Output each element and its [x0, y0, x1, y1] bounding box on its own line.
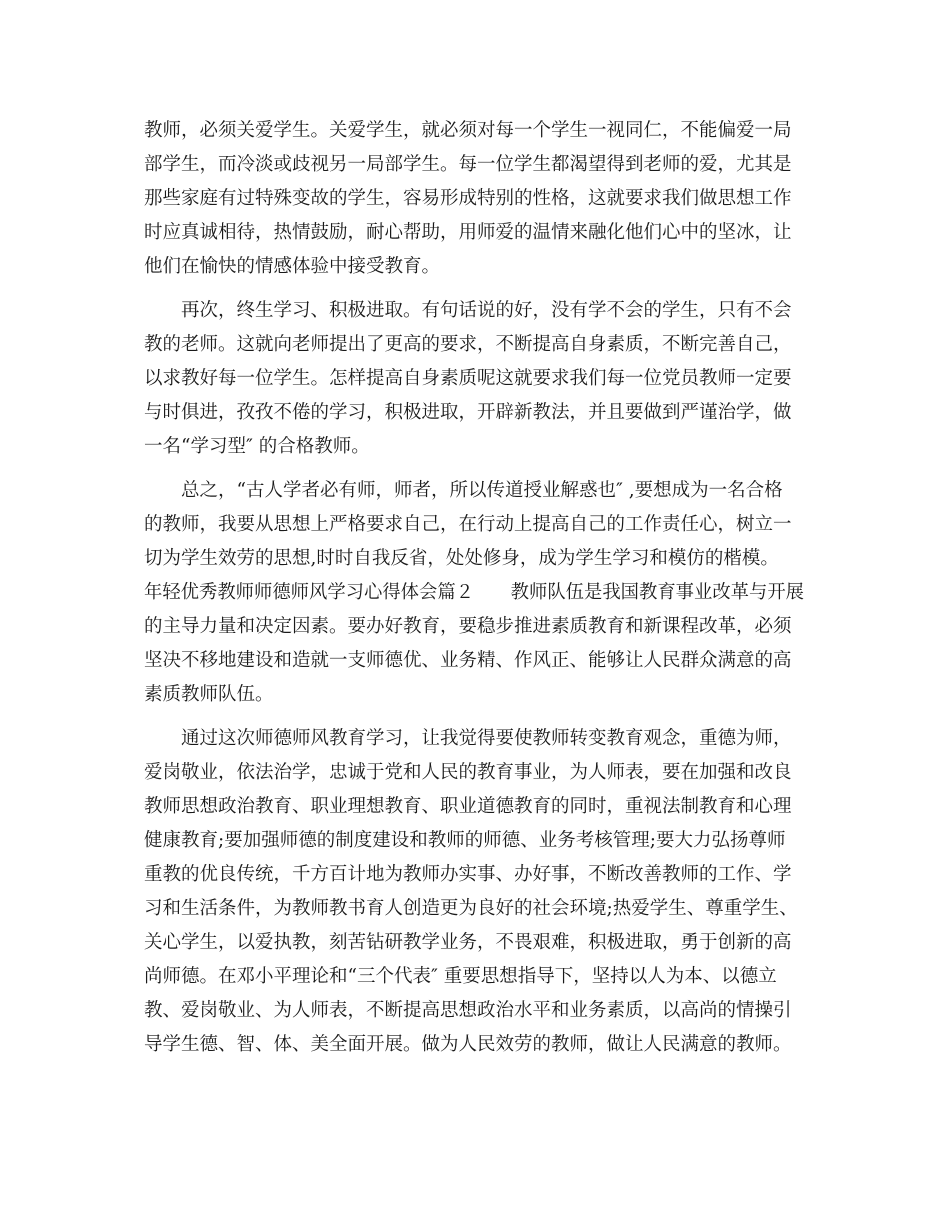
text-line: 与时俱进，孜孜不倦的学习，积极进取，开辟新教法，并且要做到严谨治学，做	[144, 402, 792, 423]
paragraph-start-line: 通过这次师德师风教育学习，让我觉得要使教师转变教育观念，重德为师，	[181, 728, 792, 749]
text-line: 爱岗敬业，依法治学，忠诚于党和人民的教育事业，为人师表，要在加强和改良	[144, 762, 792, 783]
text-line: 部学生，而冷淡或歧视另一局部学生。每一位学生都渴望得到老师的爱，尤其是	[144, 154, 792, 175]
text-line: 一名“学习型″ 的合格教师。	[144, 436, 370, 457]
section-title-line: 年轻优秀教师师德师风学习心得体会篇２ 教师队伍是我国教育事业改革与开展	[144, 582, 805, 603]
text-line: 关心学生，以爱执教，刻苦钻研教学业务，不畏艰难，积极进取，勇于创新的高	[144, 932, 792, 953]
text-line: 教、爱岗敬业、为人师表，不断提高思想政治水平和业务素质，以高尚的情操引	[144, 1000, 792, 1021]
text-line: 导学生德、智、体、美全面开展。做为人民效劳的教师，做让人民满意的教师。	[144, 1034, 792, 1055]
text-line: 切为学生效劳的思想,时时自我反省，处处修身，成为学生学习和模仿的楷模。	[144, 548, 779, 569]
text-line: 时应真诚相待，热情鼓励，耐心帮助，用师爱的温情来融化他们心中的坚冰，让	[144, 222, 792, 243]
text-line: 重教的优良传统，千方百计地为教师办实事、办好事，不断改善教师的工作、学	[144, 864, 792, 885]
text-line: 尚师德。在邓小平理论和“三个代表″ 重要思想指导下，坚持以人为本、以德立	[144, 966, 777, 987]
text-line: 坚决不移地建设和造就一支师德优、业务精、作风正、能够让人民群众满意的高	[144, 650, 792, 671]
text-line: 他们在愉快的情感体验中接受教育。	[144, 256, 441, 277]
text-line: 教师思想政治教育、职业理想教育、职业道德教育的同时，重视法制教育和心理	[144, 796, 792, 817]
text-line: 教师，必须关爱学生。关爱学生，就必须对每一个学生一视同仁，不能偏爱一局	[144, 120, 792, 141]
text-line: 那些家庭有过特殊变故的学生，容易形成特别的性格，这就要求我们做思想工作	[144, 188, 792, 209]
text-line: 健康教育;要加强师德的制度建设和教师的师德、业务考核管理;要大力弘扬尊师	[144, 830, 786, 851]
text-line: 习和生活条件，为教师教书育人创造更为良好的社会环境;热爱学生、尊重学生、	[144, 898, 798, 919]
text-line: 教的老师。这就向老师提出了更高的要求，不断提高自身素质，不断完善自己，	[144, 334, 792, 355]
text-line: 的教师，我要从思想上严格要求自己，在行动上提高自己的工作责任心，树立一	[144, 514, 792, 535]
text-line: 素质教师队伍。	[144, 684, 274, 705]
paragraph-start-line: 总之，“古人学者必有师，师者，所以传道授业解惑也″ ,要想成为一名合格	[181, 480, 783, 501]
text-line: 以求教好每一位学生。怎样提高自身素质呢这就要求我们每一位党员教师一定要	[144, 368, 792, 389]
paragraph-start-line: 再次，终生学习、积极进取。有句话说的好，没有学不会的学生，只有不会	[181, 300, 792, 321]
text-line: 的主导力量和决定因素。要办好教育，要稳步推进素质教育和新课程改革，必须	[144, 616, 792, 637]
